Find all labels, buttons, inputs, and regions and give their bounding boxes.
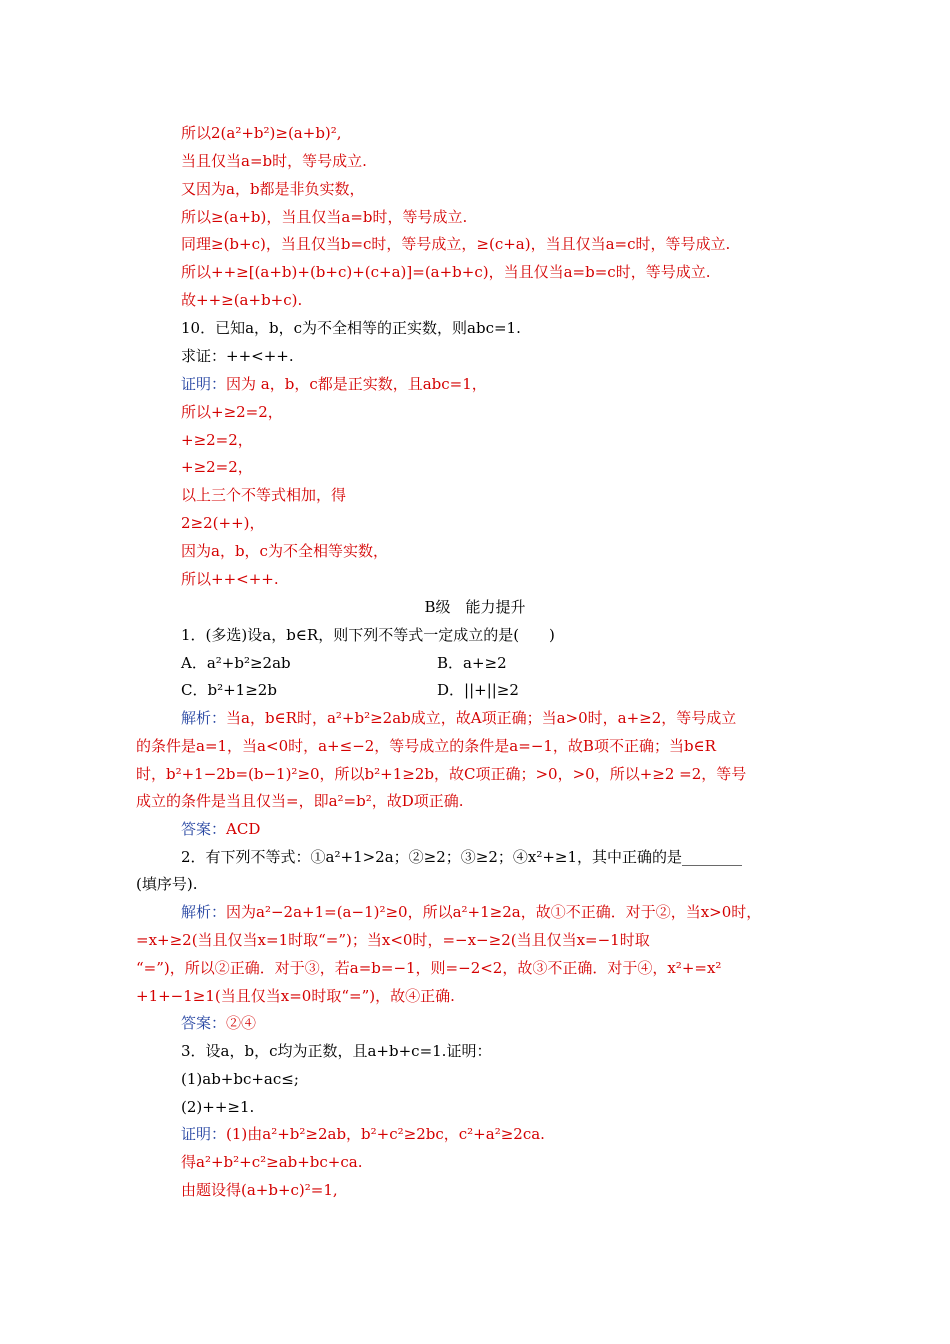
proof-line: 所以++<++. bbox=[181, 570, 279, 588]
answer-value: ②④ bbox=[226, 1014, 257, 1032]
proof-line: 所以++≥[(a+b)+(b+c)+(c+a)]=(a+b+c)，当且仅当a=b=c时，等号成立. bbox=[181, 263, 711, 281]
option-c: C．b²+1≥2b bbox=[181, 681, 277, 699]
proof-text: (1)由a²+b²≥2ab，b²+c²≥2bc，c²+a²≥2ca. bbox=[226, 1125, 545, 1143]
proof-line: 2≥2(++)， bbox=[181, 514, 265, 532]
problem-10-proof-first bbox=[181, 374, 487, 394]
analysis-text: 当a，b∈R时，a²+b²≥2ab成立，故A项正确；当a>0时，a+≥2，等号成立 bbox=[226, 709, 737, 727]
answer-line bbox=[181, 819, 260, 839]
analysis-text: 因为a²−2a+1=(a−1)²≥0，所以a²+1≥2a，故①不正确．对于②，当x>0时， bbox=[226, 903, 762, 921]
proof-label: 证明： bbox=[181, 1125, 227, 1143]
analysis-first bbox=[181, 708, 736, 728]
proof-label: 证明： bbox=[181, 375, 227, 393]
analysis-line: =x+≥2(当且仅当x=1时取“=”)；当x<0时，=−x−≥2(当且仅当x=−1时取 bbox=[136, 931, 650, 949]
answer-line bbox=[181, 1013, 256, 1033]
analysis-line: +1+−1≥1(当且仅当x=0时取“=”)，故④正确. bbox=[136, 987, 455, 1005]
proof-line: 所以+≥2=2， bbox=[181, 403, 283, 421]
answer-value: ACD bbox=[226, 820, 261, 838]
option-d: D．||+||≥2 bbox=[437, 681, 519, 699]
proof-line: +≥2=2， bbox=[181, 458, 253, 476]
proof-line: 故++≥(a+b+c). bbox=[181, 291, 303, 309]
analysis-label: 解析： bbox=[181, 709, 227, 727]
analysis-first bbox=[181, 902, 761, 922]
analysis-label: 解析： bbox=[181, 903, 227, 921]
analysis-line: 时，b²+1−2b=(b−1)²≥0，所以b²+1≥2b，故C项正确；>0，>0，所以+≥2 =2，等号 bbox=[136, 765, 747, 783]
proof-line: 同理≥(b+c)，当且仅当b=c时，等号成立，≥(c+a)，当且仅当a=c时，等号成立. bbox=[181, 235, 731, 253]
answer-label: 答案： bbox=[181, 1014, 227, 1032]
proof-line: 因为a，b，c为不全相等实数， bbox=[181, 542, 388, 560]
question-2-stem: 2．有下列不等式：①a²+1>2a；②≥2；③≥2；④x²+≥1，其中正确的是________ bbox=[181, 848, 743, 866]
analysis-line: “=”)，所以②正确．对于③，若a=b=−1，则=−2<2，故③不正确．对于④，x²+=x² bbox=[136, 959, 722, 977]
question-3-part-2: (2)++≥1. bbox=[181, 1098, 255, 1116]
option-a: A．a²+b²≥2ab bbox=[181, 654, 291, 672]
question-3-stem: 3．设a，b，c均为正数，且a+b+c=1.证明： bbox=[181, 1042, 492, 1060]
analysis-line: 的条件是a=1，当a<0时，a+≤−2，等号成立的条件是a=−1，故B项不正确；当b∈R bbox=[136, 737, 716, 755]
answer-label: 答案： bbox=[181, 820, 227, 838]
proof-line: 由题设得(a+b+c)²=1, bbox=[181, 1181, 338, 1199]
option-b: B．a+≥2 bbox=[437, 654, 507, 672]
problem-10-statement: 10．已知a，b，c为不全相等的正实数，则abc=1. bbox=[181, 319, 521, 337]
question-1-stem: 1．(多选)设a，b∈R，则下列不等式一定成立的是( ) bbox=[181, 626, 555, 644]
proof-line: 得a²+b²+c²≥ab+bc+ca. bbox=[181, 1153, 363, 1171]
question-3-part-1: (1)ab+bc+ac≤; bbox=[181, 1070, 299, 1088]
proof-line: +≥2=2， bbox=[181, 431, 253, 449]
proof-line: 所以≥(a+b)，当且仅当a=b时，等号成立. bbox=[181, 208, 468, 226]
proof-first bbox=[181, 1124, 545, 1144]
analysis-line: 成立的条件是当且仅当=，即a²=b²，故D项正确. bbox=[136, 792, 464, 810]
question-2-stem-cont: (填序号). bbox=[136, 875, 198, 893]
proof-text: 因为 a，b，c都是正实数，且abc=1， bbox=[226, 375, 487, 393]
proof-line: 所以2(a²+b²)≥(a+b)², bbox=[181, 124, 342, 142]
section-heading: B级 能力提升 bbox=[424, 598, 526, 616]
proof-line: 又因为a，b都是非负实数， bbox=[181, 180, 365, 198]
proof-line: 当且仅当a=b时，等号成立. bbox=[181, 152, 367, 170]
problem-10-prove: 求证：++<++. bbox=[181, 347, 294, 365]
proof-line: 以上三个不等式相加，得 bbox=[181, 486, 347, 504]
